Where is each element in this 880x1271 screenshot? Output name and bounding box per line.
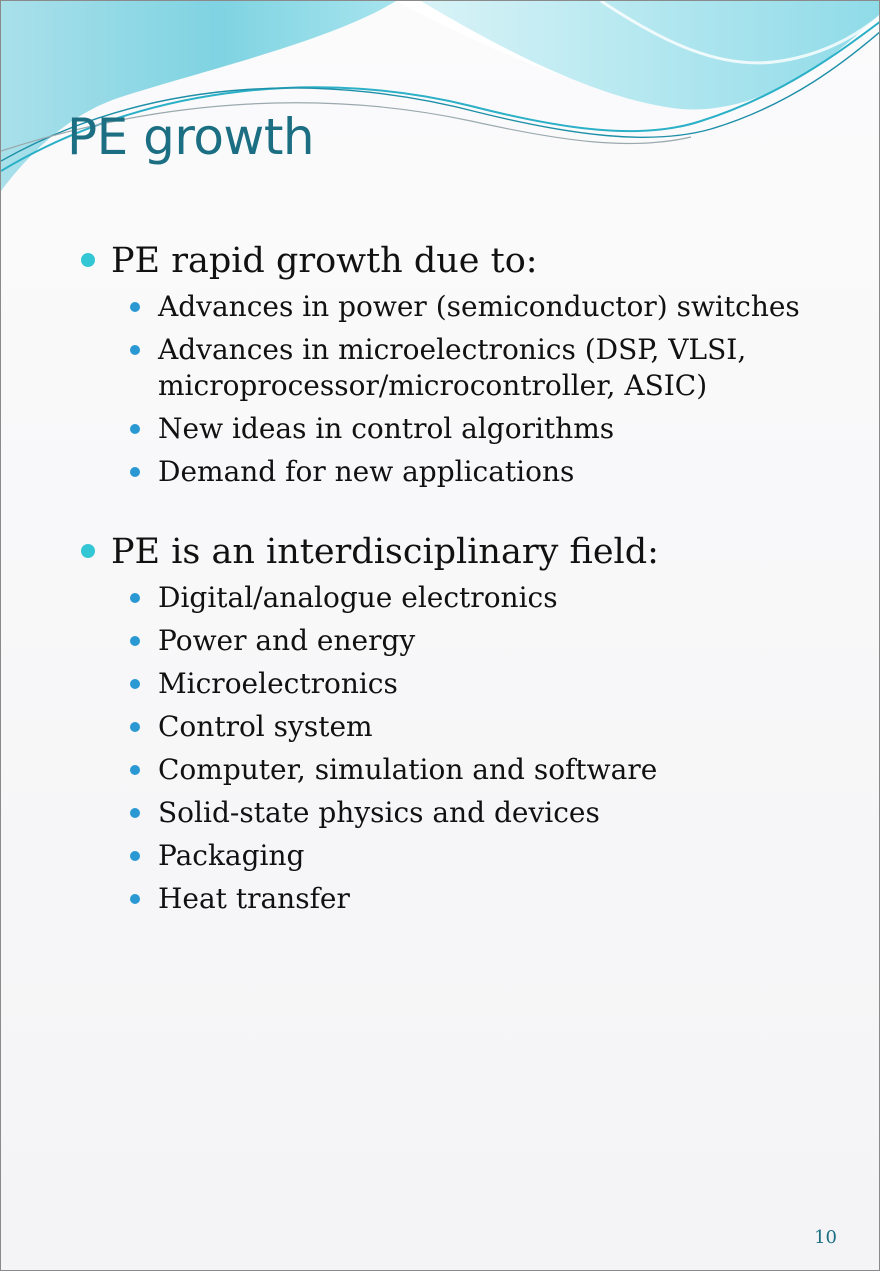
list-item-text: New ideas in control algorithms [158, 412, 615, 445]
list-item [1, 709, 880, 745]
list-item [1, 838, 880, 874]
list-item-text: Heat transfer [158, 882, 350, 915]
list-item-text: Packaging [158, 839, 305, 872]
section-interdisciplinary [1, 524, 880, 917]
list-item [1, 332, 880, 404]
list-item-text: Advances in microelectronics (DSP, VLSI, microprocessor/microcontroller, ASIC) [158, 333, 747, 402]
bullet-icon [130, 679, 140, 689]
bullet-icon [130, 467, 140, 477]
bullet-icon [130, 894, 140, 904]
bullet-icon [130, 722, 140, 732]
list-item [1, 752, 880, 788]
list-item [1, 411, 880, 447]
slide-title: PE growth [67, 108, 315, 166]
list-item-text: Digital/analogue electronics [158, 581, 558, 614]
bullet-icon [81, 544, 95, 558]
list-item-text: Computer, simulation and software [158, 753, 658, 786]
bullet-icon [130, 808, 140, 818]
bullet-icon [130, 636, 140, 646]
section-heading-text: PE rapid growth due to: [111, 241, 538, 281]
list-item [1, 623, 880, 659]
page-number: 10 [814, 1227, 837, 1248]
slide-content [1, 233, 880, 924]
list-item [1, 795, 880, 831]
section-heading-text: PE is an interdisciplinary field: [111, 532, 659, 572]
list-item-text: Power and energy [158, 624, 416, 657]
bullet-list [1, 580, 880, 917]
section-rapid-growth [1, 233, 880, 490]
bullet-icon [130, 345, 140, 355]
bullet-icon [130, 765, 140, 775]
list-item-text: Control system [158, 710, 373, 743]
bullet-icon [130, 424, 140, 434]
bullet-icon [130, 851, 140, 861]
list-item [1, 580, 880, 616]
section-heading [1, 524, 880, 580]
bullet-icon [130, 593, 140, 603]
list-item [1, 881, 880, 917]
bullet-icon [81, 253, 95, 267]
list-item [1, 454, 880, 490]
bullet-list [1, 289, 880, 490]
list-item-text: Advances in power (semiconductor) switches [158, 290, 800, 323]
list-item-text: Microelectronics [158, 667, 398, 700]
list-item [1, 289, 880, 325]
section-heading [1, 233, 880, 289]
list-item-text: Solid-state physics and devices [158, 796, 600, 829]
list-item-text: Demand for new applications [158, 455, 575, 488]
list-item [1, 666, 880, 702]
bullet-icon [130, 302, 140, 312]
decorative-wave-header [1, 1, 880, 201]
